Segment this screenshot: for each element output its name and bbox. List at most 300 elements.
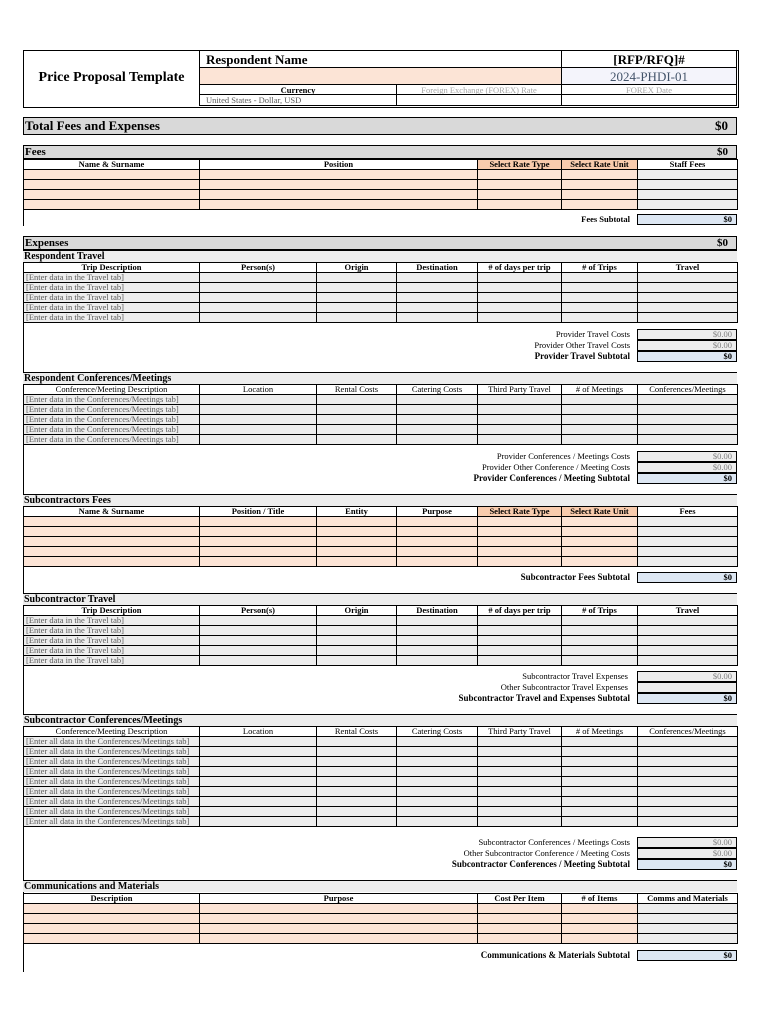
table-cell [562, 767, 638, 777]
table-cell: [Enter data in the Travel tab] [24, 656, 200, 666]
table-cell [638, 767, 738, 777]
table-cell [562, 777, 638, 787]
table-cell [200, 283, 317, 293]
table-cell[interactable] [562, 934, 638, 944]
table-cell [478, 797, 562, 807]
respondent-name-input[interactable] [199, 67, 562, 85]
page-title: Price Proposal Template [38, 70, 185, 85]
col-header: # of Trips [562, 263, 638, 273]
table-cell: [Enter data in the Travel tab] [24, 293, 200, 303]
table-cell [638, 527, 738, 537]
table-cell [317, 303, 397, 313]
table-cell[interactable] [478, 180, 562, 190]
table-cell[interactable] [562, 557, 638, 567]
col-header: Trip Description [24, 263, 200, 273]
provider-other-conf-value: $0.00 [637, 462, 737, 473]
table-cell: [Enter all data in the Conferences/Meetings tab] [24, 767, 200, 777]
table-cell [397, 646, 478, 656]
table-cell[interactable] [562, 924, 638, 934]
table-cell: [Enter data in the Conferences/Meetings tab] [24, 405, 200, 415]
table-cell [478, 757, 562, 767]
fees-value: $0 [717, 146, 728, 158]
table-cell [317, 797, 397, 807]
table-row [24, 435, 738, 445]
table-cell[interactable] [397, 557, 478, 567]
table-cell [200, 737, 317, 747]
table-cell [317, 415, 397, 425]
communications-header: Communications and Materials [23, 880, 737, 892]
table-row [24, 395, 738, 405]
table-cell[interactable] [200, 904, 478, 914]
table-cell [478, 395, 562, 405]
table-cell [317, 646, 397, 656]
table-cell[interactable] [24, 934, 200, 944]
table-cell [478, 817, 562, 827]
table-cell[interactable] [24, 180, 200, 190]
table-cell [397, 777, 478, 787]
col-header: Third Party Travel [478, 385, 562, 395]
table-cell [397, 656, 478, 666]
col-header: Select Rate Type [478, 160, 562, 170]
table-row [24, 646, 738, 656]
total-value: $0 [715, 118, 728, 133]
table-cell [200, 293, 317, 303]
table-cell [317, 616, 397, 626]
table-cell [638, 904, 738, 914]
table-cell[interactable] [317, 517, 397, 527]
table-cell[interactable] [24, 517, 200, 527]
col-header: Location [200, 727, 317, 737]
table-cell [562, 807, 638, 817]
table-cell[interactable] [562, 200, 638, 210]
table-cell [317, 425, 397, 435]
table-cell: [Enter data in the Travel tab] [24, 646, 200, 656]
col-header: Catering Costs [397, 385, 478, 395]
table-cell[interactable] [24, 200, 200, 210]
table-cell [317, 283, 397, 293]
subcontractor-fees-subtotal-label: Subcontractor Fees Subtotal [520, 572, 630, 582]
table-row [24, 924, 738, 934]
rfp-label: [RFP/RFQ]# [561, 50, 737, 68]
table-cell [200, 777, 317, 787]
table-cell [638, 924, 738, 934]
currency-select[interactable]: United States - Dollar, USD [199, 94, 397, 106]
col-header: Rental Costs [317, 385, 397, 395]
table-cell [638, 817, 738, 827]
subcontractor-travel-expenses-label: Subcontractor Travel Expenses [522, 671, 628, 681]
table-row [24, 797, 738, 807]
table-cell[interactable] [24, 924, 200, 934]
table-cell[interactable] [24, 557, 200, 567]
table-cell [200, 313, 317, 323]
table-cell [638, 777, 738, 787]
table-cell[interactable] [200, 190, 478, 200]
col-header: Fees [638, 507, 738, 517]
table-cell: [Enter all data in the Conferences/Meetings tab] [24, 757, 200, 767]
table-cell[interactable] [562, 527, 638, 537]
table-cell [317, 817, 397, 827]
table-cell [562, 616, 638, 626]
table-cell[interactable] [200, 934, 478, 944]
col-header: Destination [397, 606, 478, 616]
table-cell [478, 425, 562, 435]
col-header: Comms and Materials [638, 894, 738, 904]
table-cell [638, 616, 738, 626]
table-row [24, 904, 738, 914]
table-cell [638, 180, 738, 190]
col-header: Travel [638, 263, 738, 273]
provider-conf-costs-label: Provider Conferences / Meetings Costs [496, 451, 630, 461]
table-cell [397, 293, 478, 303]
table-cell [200, 405, 317, 415]
table-cell [478, 777, 562, 787]
col-header: Entity [317, 507, 397, 517]
table-cell [562, 435, 638, 445]
table-cell[interactable] [562, 517, 638, 527]
table-cell[interactable] [562, 537, 638, 547]
col-header: Rental Costs [317, 727, 397, 737]
subcontractor-conferences-header: Subcontractor Conferences/Meetings [23, 714, 737, 726]
table-cell [397, 757, 478, 767]
table-cell[interactable] [24, 170, 200, 180]
subcontractor-conferences-table [23, 726, 738, 827]
table-cell: [Enter data in the Conferences/Meetings tab] [24, 395, 200, 405]
table-cell[interactable] [478, 190, 562, 200]
provider-conf-subtotal-value: $0 [637, 473, 737, 484]
provider-other-travel-label: Provider Other Travel Costs [534, 340, 630, 350]
communications-subtotal-label: Communications & Materials Subtotal [480, 950, 630, 960]
other-subcontractor-travel-value [637, 682, 737, 693]
table-cell [200, 415, 317, 425]
table-row [24, 636, 738, 646]
provider-travel-costs-value: $0.00 [637, 329, 737, 340]
table-cell [562, 415, 638, 425]
fees-label: Fees [25, 146, 46, 158]
table-row [24, 747, 738, 757]
table-cell[interactable] [200, 557, 317, 567]
table-cell[interactable] [397, 547, 478, 557]
table-cell [397, 273, 478, 283]
table-row [24, 527, 738, 537]
table-cell [317, 767, 397, 777]
table-cell [200, 817, 317, 827]
table-cell[interactable] [200, 914, 478, 924]
table-cell [200, 303, 317, 313]
table-cell[interactable] [200, 200, 478, 210]
table-cell[interactable] [397, 517, 478, 527]
table-cell: [Enter all data in the Conferences/Meetings tab] [24, 747, 200, 757]
table-cell [397, 303, 478, 313]
table-cell [317, 636, 397, 646]
subcontractor-travel-subtotal-label: Subcontractor Travel and Expenses Subtotal [458, 693, 630, 703]
table-row [24, 415, 738, 425]
total-fees-expenses-bar [23, 117, 737, 135]
table-cell [638, 757, 738, 767]
table-cell[interactable] [24, 190, 200, 200]
col-header: Travel [638, 606, 738, 616]
subcontractor-travel-table [23, 605, 738, 666]
table-cell [200, 797, 317, 807]
col-header: Conferences/Meetings [638, 385, 738, 395]
table-cell: [Enter all data in the Conferences/Meetings tab] [24, 797, 200, 807]
table-cell[interactable] [200, 547, 317, 557]
table-row [24, 200, 738, 210]
table-cell [478, 747, 562, 757]
table-cell [638, 200, 738, 210]
table-cell [562, 747, 638, 757]
table-cell [638, 170, 738, 180]
table-cell [200, 425, 317, 435]
table-cell [562, 656, 638, 666]
table-cell[interactable] [397, 537, 478, 547]
table-cell[interactable] [200, 924, 478, 934]
table-cell [562, 303, 638, 313]
table-cell [562, 283, 638, 293]
table-cell [478, 273, 562, 283]
table-cell [638, 395, 738, 405]
table-cell: [Enter data in the Travel tab] [24, 313, 200, 323]
table-cell[interactable] [478, 170, 562, 180]
table-cell[interactable] [478, 557, 562, 567]
table-cell [317, 626, 397, 636]
table-cell [478, 313, 562, 323]
table-row [24, 190, 738, 200]
forex-rate-input[interactable] [396, 94, 562, 106]
col-header: # of Trips [562, 606, 638, 616]
table-cell [397, 283, 478, 293]
table-cell [200, 395, 317, 405]
table-cell[interactable] [478, 924, 562, 934]
col-header: Description [24, 894, 200, 904]
table-row [24, 557, 738, 567]
table-cell [317, 807, 397, 817]
table-cell[interactable] [478, 934, 562, 944]
table-cell [638, 646, 738, 656]
table-cell [638, 636, 738, 646]
table-row [24, 777, 738, 787]
table-row [24, 787, 738, 797]
table-cell [317, 313, 397, 323]
table-cell [478, 616, 562, 626]
table-cell: [Enter all data in the Conferences/Meetings tab] [24, 737, 200, 747]
table-row [24, 283, 738, 293]
table-cell: [Enter data in the Travel tab] [24, 303, 200, 313]
table-cell [397, 817, 478, 827]
col-header: # of Meetings [562, 385, 638, 395]
table-cell [397, 405, 478, 415]
table-cell [200, 747, 317, 757]
table-row [24, 405, 738, 415]
col-header: Position [200, 160, 478, 170]
table-cell [317, 757, 397, 767]
table-cell[interactable] [562, 547, 638, 557]
table-row [24, 767, 738, 777]
table-cell[interactable] [397, 527, 478, 537]
col-header: Destination [397, 263, 478, 273]
table-cell[interactable] [562, 180, 638, 190]
table-cell [638, 934, 738, 944]
expenses-bar [23, 236, 737, 250]
table-cell [478, 283, 562, 293]
table-cell [638, 537, 738, 547]
table-cell [562, 817, 638, 827]
table-cell [200, 757, 317, 767]
table-cell[interactable] [562, 190, 638, 200]
table-cell[interactable] [24, 547, 200, 557]
table-cell[interactable] [317, 547, 397, 557]
table-cell [562, 313, 638, 323]
table-cell [317, 777, 397, 787]
table-cell: [Enter all data in the Conferences/Meetings tab] [24, 787, 200, 797]
table-cell [317, 293, 397, 303]
fees-subtotal-label: Fees Subtotal [581, 214, 630, 224]
col-header: Purpose [397, 507, 478, 517]
table-cell [397, 636, 478, 646]
table-cell[interactable] [200, 537, 317, 547]
table-cell [562, 425, 638, 435]
table-cell [638, 914, 738, 924]
provider-conf-subtotal-label: Provider Conferences / Meeting Subtotal [473, 473, 630, 483]
table-cell: [Enter data in the Conferences/Meetings tab] [24, 435, 200, 445]
table-cell [397, 425, 478, 435]
table-cell [397, 435, 478, 445]
table-row [24, 425, 738, 435]
table-cell[interactable] [317, 537, 397, 547]
col-header: # of Meetings [562, 727, 638, 737]
table-cell[interactable] [478, 200, 562, 210]
table-cell [478, 303, 562, 313]
table-cell[interactable] [317, 527, 397, 537]
table-cell[interactable] [478, 537, 562, 547]
table-cell [562, 405, 638, 415]
table-cell [562, 757, 638, 767]
table-cell [638, 293, 738, 303]
table-cell[interactable] [317, 557, 397, 567]
table-cell [317, 395, 397, 405]
table-cell [397, 737, 478, 747]
table-cell [397, 626, 478, 636]
table-cell [317, 747, 397, 757]
table-cell: [Enter data in the Conferences/Meetings tab] [24, 415, 200, 425]
provider-conf-costs-value: $0.00 [637, 451, 737, 462]
subcontractor-fees-subtotal-value: $0 [637, 572, 737, 583]
table-cell[interactable] [478, 517, 562, 527]
fees-bar [23, 145, 737, 159]
table-cell [200, 616, 317, 626]
subcontractor-conf-subtotal-value: $0 [637, 859, 737, 870]
table-cell [317, 405, 397, 415]
table-cell[interactable] [24, 914, 200, 924]
communications-table [23, 893, 738, 944]
table-cell [317, 787, 397, 797]
table-cell [638, 425, 738, 435]
table-cell[interactable] [24, 537, 200, 547]
subcontractor-travel-header: Subcontractor Travel [23, 593, 737, 605]
table-row [24, 807, 738, 817]
table-row [24, 616, 738, 626]
table-cell[interactable] [562, 170, 638, 180]
respondent-conferences-header: Respondent Conferences/Meetings [23, 372, 737, 384]
table-row [24, 180, 738, 190]
col-header: Position / Title [200, 507, 317, 517]
table-cell [478, 636, 562, 646]
col-header: # of days per trip [478, 263, 562, 273]
table-cell[interactable] [478, 904, 562, 914]
currency-label: Currency [199, 84, 397, 95]
table-cell [478, 787, 562, 797]
table-row [24, 547, 738, 557]
table-row [24, 537, 738, 547]
table-cell[interactable] [200, 517, 317, 527]
other-subcontractor-conf-value: $0.00 [637, 848, 737, 859]
table-cell[interactable] [24, 904, 200, 914]
col-header: Trip Description [24, 606, 200, 616]
table-cell [317, 435, 397, 445]
table-cell: [Enter all data in the Conferences/Meetings tab] [24, 777, 200, 787]
subcontractor-conf-costs-value: $0.00 [637, 837, 737, 848]
table-cell[interactable] [200, 170, 478, 180]
table-cell [478, 807, 562, 817]
col-header: # of days per trip [478, 606, 562, 616]
table-cell[interactable] [478, 914, 562, 924]
subcontractor-travel-subtotal-value: $0 [637, 693, 737, 704]
forex-date-input[interactable] [561, 94, 737, 106]
table-cell [478, 737, 562, 747]
table-cell [478, 415, 562, 425]
table-cell [478, 656, 562, 666]
table-row [24, 313, 738, 323]
col-header: Location [200, 385, 317, 395]
table-cell [200, 646, 317, 656]
table-cell [638, 273, 738, 283]
table-cell[interactable] [24, 527, 200, 537]
col-header: Purpose [200, 894, 478, 904]
respondent-travel-table [23, 262, 738, 323]
table-cell [200, 636, 317, 646]
table-row [24, 737, 738, 747]
col-header: Conferences/Meetings [638, 727, 738, 737]
table-cell [317, 656, 397, 666]
table-cell[interactable] [200, 180, 478, 190]
fees-table [23, 159, 738, 210]
table-cell[interactable] [478, 547, 562, 557]
provider-travel-costs-label: Provider Travel Costs [555, 329, 630, 339]
col-header: Staff Fees [638, 160, 738, 170]
expenses-value: $0 [717, 237, 728, 249]
table-row [24, 273, 738, 283]
table-cell [562, 293, 638, 303]
table-cell [200, 787, 317, 797]
table-cell [562, 273, 638, 283]
table-cell [638, 547, 738, 557]
table-cell: [Enter data in the Travel tab] [24, 626, 200, 636]
table-cell [397, 616, 478, 626]
rfp-number[interactable]: 2024-PHDI-01 [561, 67, 737, 85]
table-cell[interactable] [200, 527, 317, 537]
respondent-conferences-table [23, 384, 738, 445]
table-cell[interactable] [478, 527, 562, 537]
table-cell: [Enter data in the Travel tab] [24, 616, 200, 626]
expenses-label: Expenses [25, 237, 69, 249]
table-cell [638, 656, 738, 666]
table-cell [478, 405, 562, 415]
table-cell[interactable] [562, 914, 638, 924]
table-cell [638, 405, 738, 415]
table-cell[interactable] [562, 904, 638, 914]
forex-rate-label: Foreign Exchange (FOREX) Rate [396, 84, 562, 95]
table-cell [397, 787, 478, 797]
provider-other-travel-value: $0.00 [637, 340, 737, 351]
